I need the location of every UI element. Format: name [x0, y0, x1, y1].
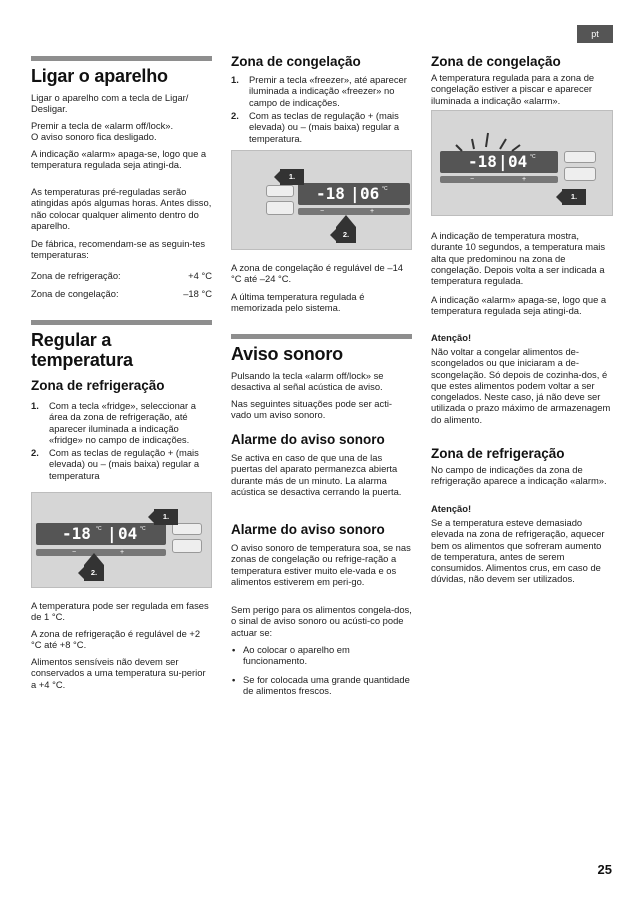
paragraph: Não voltar a congelar alimentos de-scongelados ou que iniciaram a de-scongelação. Só depois de cozinha-dos, é que estes alimentos podem voltar a ser congelados. Neste caso, já não deve ser utilizada o prazo máximo de armazenagem do alimento. [431, 346, 611, 425]
paragraph: O aviso sonoro de temperatura soa, se nas zonas de congelação ou refrige-ração a temperatura estiver muito ele-vada e os alimentos estiverem em peri-go. [231, 542, 411, 587]
arrow-up-icon [84, 553, 104, 565]
degree-mark: °C [530, 154, 536, 160]
paragraph: Sem perigo para os alimentos congela-dos, o sinal de aviso sonoro ou acústi-co pode actuar se: [231, 604, 412, 638]
section-rule [31, 320, 212, 325]
super-button [266, 201, 294, 215]
paragraph: Se a temperatura esteve demasiado elevada na zona de refrigeração, aquecer bem os alimentos que sofreram aumento de temperatura, antes de serem consumidos. Alimentos crus, em caso de dúvidas, não devem ser utilizados. [431, 517, 605, 585]
section-title-congelacao: Zona de congelação [231, 54, 361, 69]
alarm-off-lock-button [172, 539, 202, 553]
section-rule [231, 334, 412, 339]
temperature-row-fridge [31, 270, 212, 281]
fridge-button [564, 151, 596, 163]
paragraph: As temperaturas pré-reguladas serão atingidas após algumas horas. Antes disso, não colocar qualquer alimento dentro do aparelho. [31, 186, 212, 231]
callout-1: 1. [280, 169, 304, 185]
subsection-title-refrigeracao: Zona de refrigeração [31, 378, 165, 393]
paragraph: A indicação «alarm» apaga-se, logo que a temperatura regulada seja atingi-da. [31, 148, 207, 171]
paragraph: Premir a tecla de «alarm off/lock». [31, 120, 174, 131]
subsection-title-alarme: Alarme do aviso sonoro [231, 432, 385, 447]
divider: | [107, 524, 117, 543]
bullet-item [231, 674, 412, 697]
callout-2: 2. [336, 227, 356, 243]
freezer-temp-display: -18 [62, 524, 91, 543]
step-1 [31, 400, 212, 445]
divider: | [498, 152, 508, 171]
section-title-congelacao: Zona de congelação [431, 54, 561, 69]
row-value: –18 °C [183, 288, 212, 299]
row-label: Zona de congelação: [31, 288, 119, 299]
paragraph: A zona de congelação é regulável de –14 °C até –24 °C. [231, 262, 404, 285]
attention-heading: Atenção! [431, 332, 472, 343]
page-number: 25 [597, 862, 612, 877]
callout-1: 1. [562, 189, 586, 205]
paragraph: No campo de indicações da zona de refrigeração aparece a indicação «alarm». [431, 464, 607, 487]
paragraph: Nas seguintes situações pode ser acti-vado um aviso sonoro. [231, 398, 393, 421]
fridge-temp-display: 04 [118, 524, 138, 543]
step-text: Com as teclas de regulação + (mais elevada) ou – (mais baixa) regular a temperatura. [249, 110, 400, 144]
paragraph: Pulsando la tecla «alarm off/lock» se desactiva al señal acústica de aviso. [231, 370, 384, 393]
paragraph: Se activa en caso de que una de las puertas del aparato permanezca abierta durante más de un minuto. La alarma acústica se desactiva cerrando la puerta. [231, 452, 402, 497]
freezer-button [266, 185, 294, 197]
alarm-off-lock-button [564, 167, 596, 181]
row-value: +4 °C [188, 270, 212, 281]
language-tab: pt [577, 25, 613, 43]
subsection-title-refrigeracao: Zona de refrigeração [431, 446, 565, 461]
step-1 [231, 74, 412, 108]
control-panel-image [231, 150, 412, 250]
paragraph: De fábrica, recomendam-se as seguin-tes temperaturas: [31, 238, 206, 261]
paragraph: Alimentos sensíveis não devem ser conservados a uma temperatura su-perior a +4 °C. [31, 656, 206, 690]
bullet-icon: • [232, 644, 236, 655]
paragraph: A temperatura pode ser regulada em fases de 1 °C. [31, 600, 209, 623]
step-number: 2. [31, 447, 39, 458]
step-2 [231, 110, 412, 144]
minus-icon: − [320, 208, 325, 215]
step-2 [31, 447, 212, 481]
minus-icon: − [470, 176, 475, 183]
step-number: 1. [231, 74, 239, 85]
plus-icon: + [120, 549, 125, 556]
blink-rays-icon [452, 129, 522, 153]
title-line-2: temperatura [31, 350, 133, 370]
step-number: 1. [31, 400, 39, 411]
minus-icon: − [72, 549, 77, 556]
section-title-aviso-sonoro: Aviso sonoro [231, 344, 343, 364]
bullet-item [231, 644, 412, 667]
section-title-ligar: Ligar o aparelho [31, 66, 168, 86]
plus-icon: + [522, 176, 527, 183]
plus-icon: + [370, 208, 375, 215]
paragraph: A última temperatura regulada é memorizada pelo sistema. [231, 291, 365, 314]
section-title-regular [31, 330, 212, 370]
paragraph: A zona de refrigeração é regulável de +2 °C até +8 °C. [31, 628, 201, 651]
freezer-temp-display: -18 [316, 184, 345, 203]
title-line-1: Regular a [31, 330, 112, 350]
bullet-text: Se for colocada uma grande quantidade de alimentos frescos. [243, 674, 410, 697]
paragraph: Ligar o aparelho com a tecla de Ligar/ Desligar. [31, 92, 189, 115]
paragraph: A indicação «alarm» apaga-se, logo que a temperatura regulada seja atingi-da. [431, 294, 607, 317]
row-label: Zona de refrigeração: [31, 270, 121, 281]
bullet-icon: • [232, 674, 236, 685]
freezer-temp-display: -18 [468, 152, 497, 171]
paragraph: O aviso sonoro fica desligado. [31, 131, 157, 142]
callout-1: 1. [154, 509, 178, 525]
step-text: Premir a tecla «freezer», até aparecer iluminada a indicação «freezer» no campo de indicações. [249, 74, 407, 108]
bullet-text: Ao colocar o aparelho em funcionamento. [243, 644, 350, 667]
subsection-title-alarme: Alarme do aviso sonoro [231, 522, 385, 537]
control-panel-image [31, 492, 212, 588]
step-text: Com a tecla «fridge», seleccionar a área da zona de refrigeração, até aparecer iluminada a indicação «fridge» no campo de indicações. [49, 400, 196, 445]
fridge-temp-display: 04 [508, 152, 528, 171]
control-panel-image [431, 110, 613, 216]
divider: | [350, 184, 360, 203]
degree-mark: °C [382, 186, 388, 192]
temperature-row-freezer [31, 288, 212, 299]
step-number: 2. [231, 110, 239, 121]
adjust-bar [440, 176, 558, 183]
paragraph: A temperatura regulada para a zona de congelação estiver a piscar e aparecer iluminada a indicação «alarm». [431, 72, 595, 106]
degree-mark: °C [96, 526, 102, 532]
fridge-temp-display: 06 [360, 184, 380, 203]
section-rule [31, 56, 212, 61]
callout-2: 2. [84, 565, 104, 581]
paragraph: A indicação de temperatura mostra, durante 10 segundos, a temperatura mais alta que predominou na zona de congelação. Depois volta a ser indicada a temperatura regulada. [431, 230, 606, 287]
step-text: Com as teclas de regulação + (mais elevada) ou – (mais baixa) regular a temperatura [49, 447, 200, 481]
adjust-bar [298, 208, 410, 215]
attention-heading: Atenção! [431, 503, 472, 514]
arrow-up-icon [336, 215, 356, 227]
degree-mark: °C [140, 526, 146, 532]
